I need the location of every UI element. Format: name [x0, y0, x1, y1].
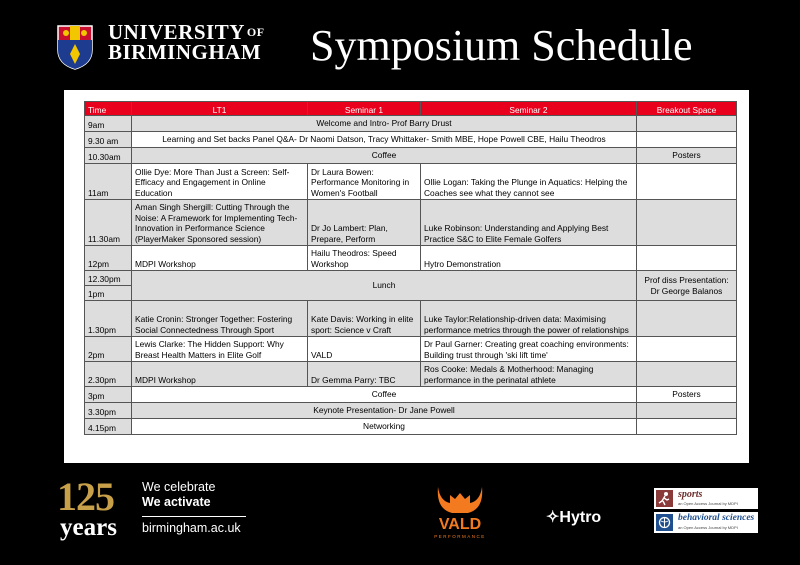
session-cell: Coffee — [132, 148, 637, 164]
breakout-cell — [637, 337, 737, 362]
schedule-table — [84, 101, 737, 435]
column-header-seminar-1: Seminar 1 — [308, 102, 421, 116]
time-cell: 9.30 am — [85, 132, 132, 148]
activate-line: We activate — [142, 495, 211, 509]
celebrate-block — [142, 480, 246, 536]
seminar-2-cell: Ros Cooke: Medals & Motherhood: Managing performance in the perinatal athlete — [421, 362, 637, 387]
column-header-breakout: Breakout Space — [637, 102, 737, 116]
behavioral-sciences-journal-name: behavioral sciences — [678, 513, 755, 523]
celebrate-line: We celebrate — [142, 480, 216, 494]
anniversary-number: 125 — [57, 474, 114, 519]
page-title: Symposium Schedule — [310, 21, 693, 70]
table-row — [85, 387, 737, 403]
time-cell: 11.30am — [85, 200, 132, 246]
time-cell: 12.30pm — [85, 271, 132, 286]
table-row — [85, 200, 737, 246]
breakout-cell — [637, 403, 737, 419]
behavioral-sciences-journal-subtitle: an Open Access Journal by MDPI — [678, 525, 738, 530]
runner-icon — [656, 490, 673, 507]
sports-journal-logo — [654, 488, 758, 509]
time-cell: 10.30am — [85, 148, 132, 164]
session-cell: Lunch — [132, 271, 637, 301]
time-cell: 4.15pm — [85, 419, 132, 435]
time-cell: 1pm — [85, 286, 132, 301]
breakout-cell — [637, 164, 737, 200]
breakout-cell: Posters — [637, 387, 737, 403]
table-row — [85, 337, 737, 362]
lt1-cell: Katie Cronin: Stronger Together: Fostering Social Connectedness Through Sport — [132, 301, 308, 337]
time-cell: 11am — [85, 164, 132, 200]
time-cell: 9am — [85, 116, 132, 132]
viking-helmet-icon — [438, 487, 482, 513]
session-cell: Coffee — [132, 387, 637, 403]
session-cell: Welcome and Intro- Prof Barry Drust — [132, 116, 637, 132]
sports-journal-subtitle: an Open Access Journal by MDPI — [678, 501, 738, 506]
time-cell: 2pm — [85, 337, 132, 362]
seminar-1-cell: VALD — [308, 337, 421, 362]
table-row — [85, 271, 737, 286]
breakout-cell — [637, 362, 737, 387]
time-cell: 3.30pm — [85, 403, 132, 419]
schedule-panel — [64, 90, 749, 463]
table-row — [85, 301, 737, 337]
table-row — [85, 419, 737, 435]
hytro-logo — [546, 507, 601, 527]
column-header-time: Time — [85, 102, 132, 116]
time-cell: 2.30pm — [85, 362, 132, 387]
session-cell: Learning and Set backs Panel Q&A- Dr Naomi Datson, Tracy Whittaker- Smith MBE, Hope Powell CBE, Hailu Theodros — [132, 132, 637, 148]
breakout-cell — [637, 116, 737, 132]
seminar-2-cell: Luke Taylor:Relationship-driven data: Maximising performance metrics through the power of relationships — [421, 301, 637, 337]
vald-logo — [424, 481, 496, 541]
breakout-cell — [637, 246, 737, 271]
breakout-cell — [637, 301, 737, 337]
seminar-1-cell: Kate Davis: Working in elite sport: Science v Craft — [308, 301, 421, 337]
lt1-cell: Lewis Clarke: The Hidden Support: Why Breast Health Matters in Elite Golf — [132, 337, 308, 362]
table-row — [85, 148, 737, 164]
vald-wordmark: VALD — [438, 516, 482, 533]
seminar-2-cell: Dr Paul Garner: Creating great coaching environments: Building trust through 'ski lift time' — [421, 337, 637, 362]
time-cell: 1.30pm — [85, 301, 132, 337]
seminar-1-cell: Dr Jo Lambert: Plan, Prepare, Perform — [308, 200, 421, 246]
table-row — [85, 403, 737, 419]
university-wordmark: UNIVERSITY $^{OF}$ BIRMINGHAM — [108, 20, 265, 64]
seminar-1-cell: Hailu Theodros: Speed Workshop — [308, 246, 421, 271]
table-header-row — [85, 102, 737, 116]
website-link[interactable]: birmingham.ac.uk — [142, 521, 241, 535]
lt1-cell: MDPI Workshop — [132, 246, 308, 271]
breakout-cell — [637, 200, 737, 246]
table-row — [85, 164, 737, 200]
session-cell: Networking — [132, 419, 637, 435]
breakout-cell: Prof diss Presentation: Dr George Balanos — [637, 271, 737, 301]
table-row — [85, 246, 737, 271]
vald-subtitle: PERFORMANCE — [434, 534, 486, 539]
sports-journal-name: sports — [678, 489, 703, 500]
behavioral-sciences-journal-logo — [654, 512, 758, 533]
table-row — [85, 116, 737, 132]
session-cell: Keynote Presentation- Dr Jane Powell — [132, 403, 637, 419]
seminar-2-cell: Ollie Logan: Taking the Plunge in Aquatics: Helping the Coaches see what they cannot see — [421, 164, 637, 200]
university-crest-icon — [56, 24, 94, 70]
anniversary-word: years — [60, 514, 117, 541]
time-cell: 3pm — [85, 387, 132, 403]
divider — [142, 516, 246, 517]
breakout-cell — [637, 419, 737, 435]
breakout-cell — [637, 132, 737, 148]
breakout-cell: Posters — [637, 148, 737, 164]
column-header-lt1: LT1 — [132, 102, 308, 116]
lt1-cell: Aman Singh Shergill: Cutting Through the Noise: A Framework for Implementing Tech-Innovation in Performance Science (PlayerMaker Sponsored session) — [132, 200, 308, 246]
column-header-seminar-2: Seminar 2 — [421, 102, 637, 116]
lt1-cell: Ollie Dye: More Than Just a Screen: Self-Efficacy and Engagement in Online Education — [132, 164, 308, 200]
lt1-cell: MDPI Workshop — [132, 362, 308, 387]
time-cell: 12pm — [85, 246, 132, 271]
table-row — [85, 362, 737, 387]
hytro-wordmark: Hytro — [559, 509, 602, 526]
seminar-1-cell: Dr Gemma Parry: TBC — [308, 362, 421, 387]
hytro-mark-icon: ✧ — [546, 509, 560, 526]
brain-icon — [656, 514, 673, 531]
seminar-1-cell: Dr Laura Bowen: Performance Monitoring in Women's Football — [308, 164, 421, 200]
seminar-2-cell: Luke Robinson: Understanding and Applying Best Practice S&C to Elite Female Golfers — [421, 200, 637, 246]
seminar-2-cell: Hytro Demonstration — [421, 246, 637, 271]
table-row — [85, 132, 737, 148]
